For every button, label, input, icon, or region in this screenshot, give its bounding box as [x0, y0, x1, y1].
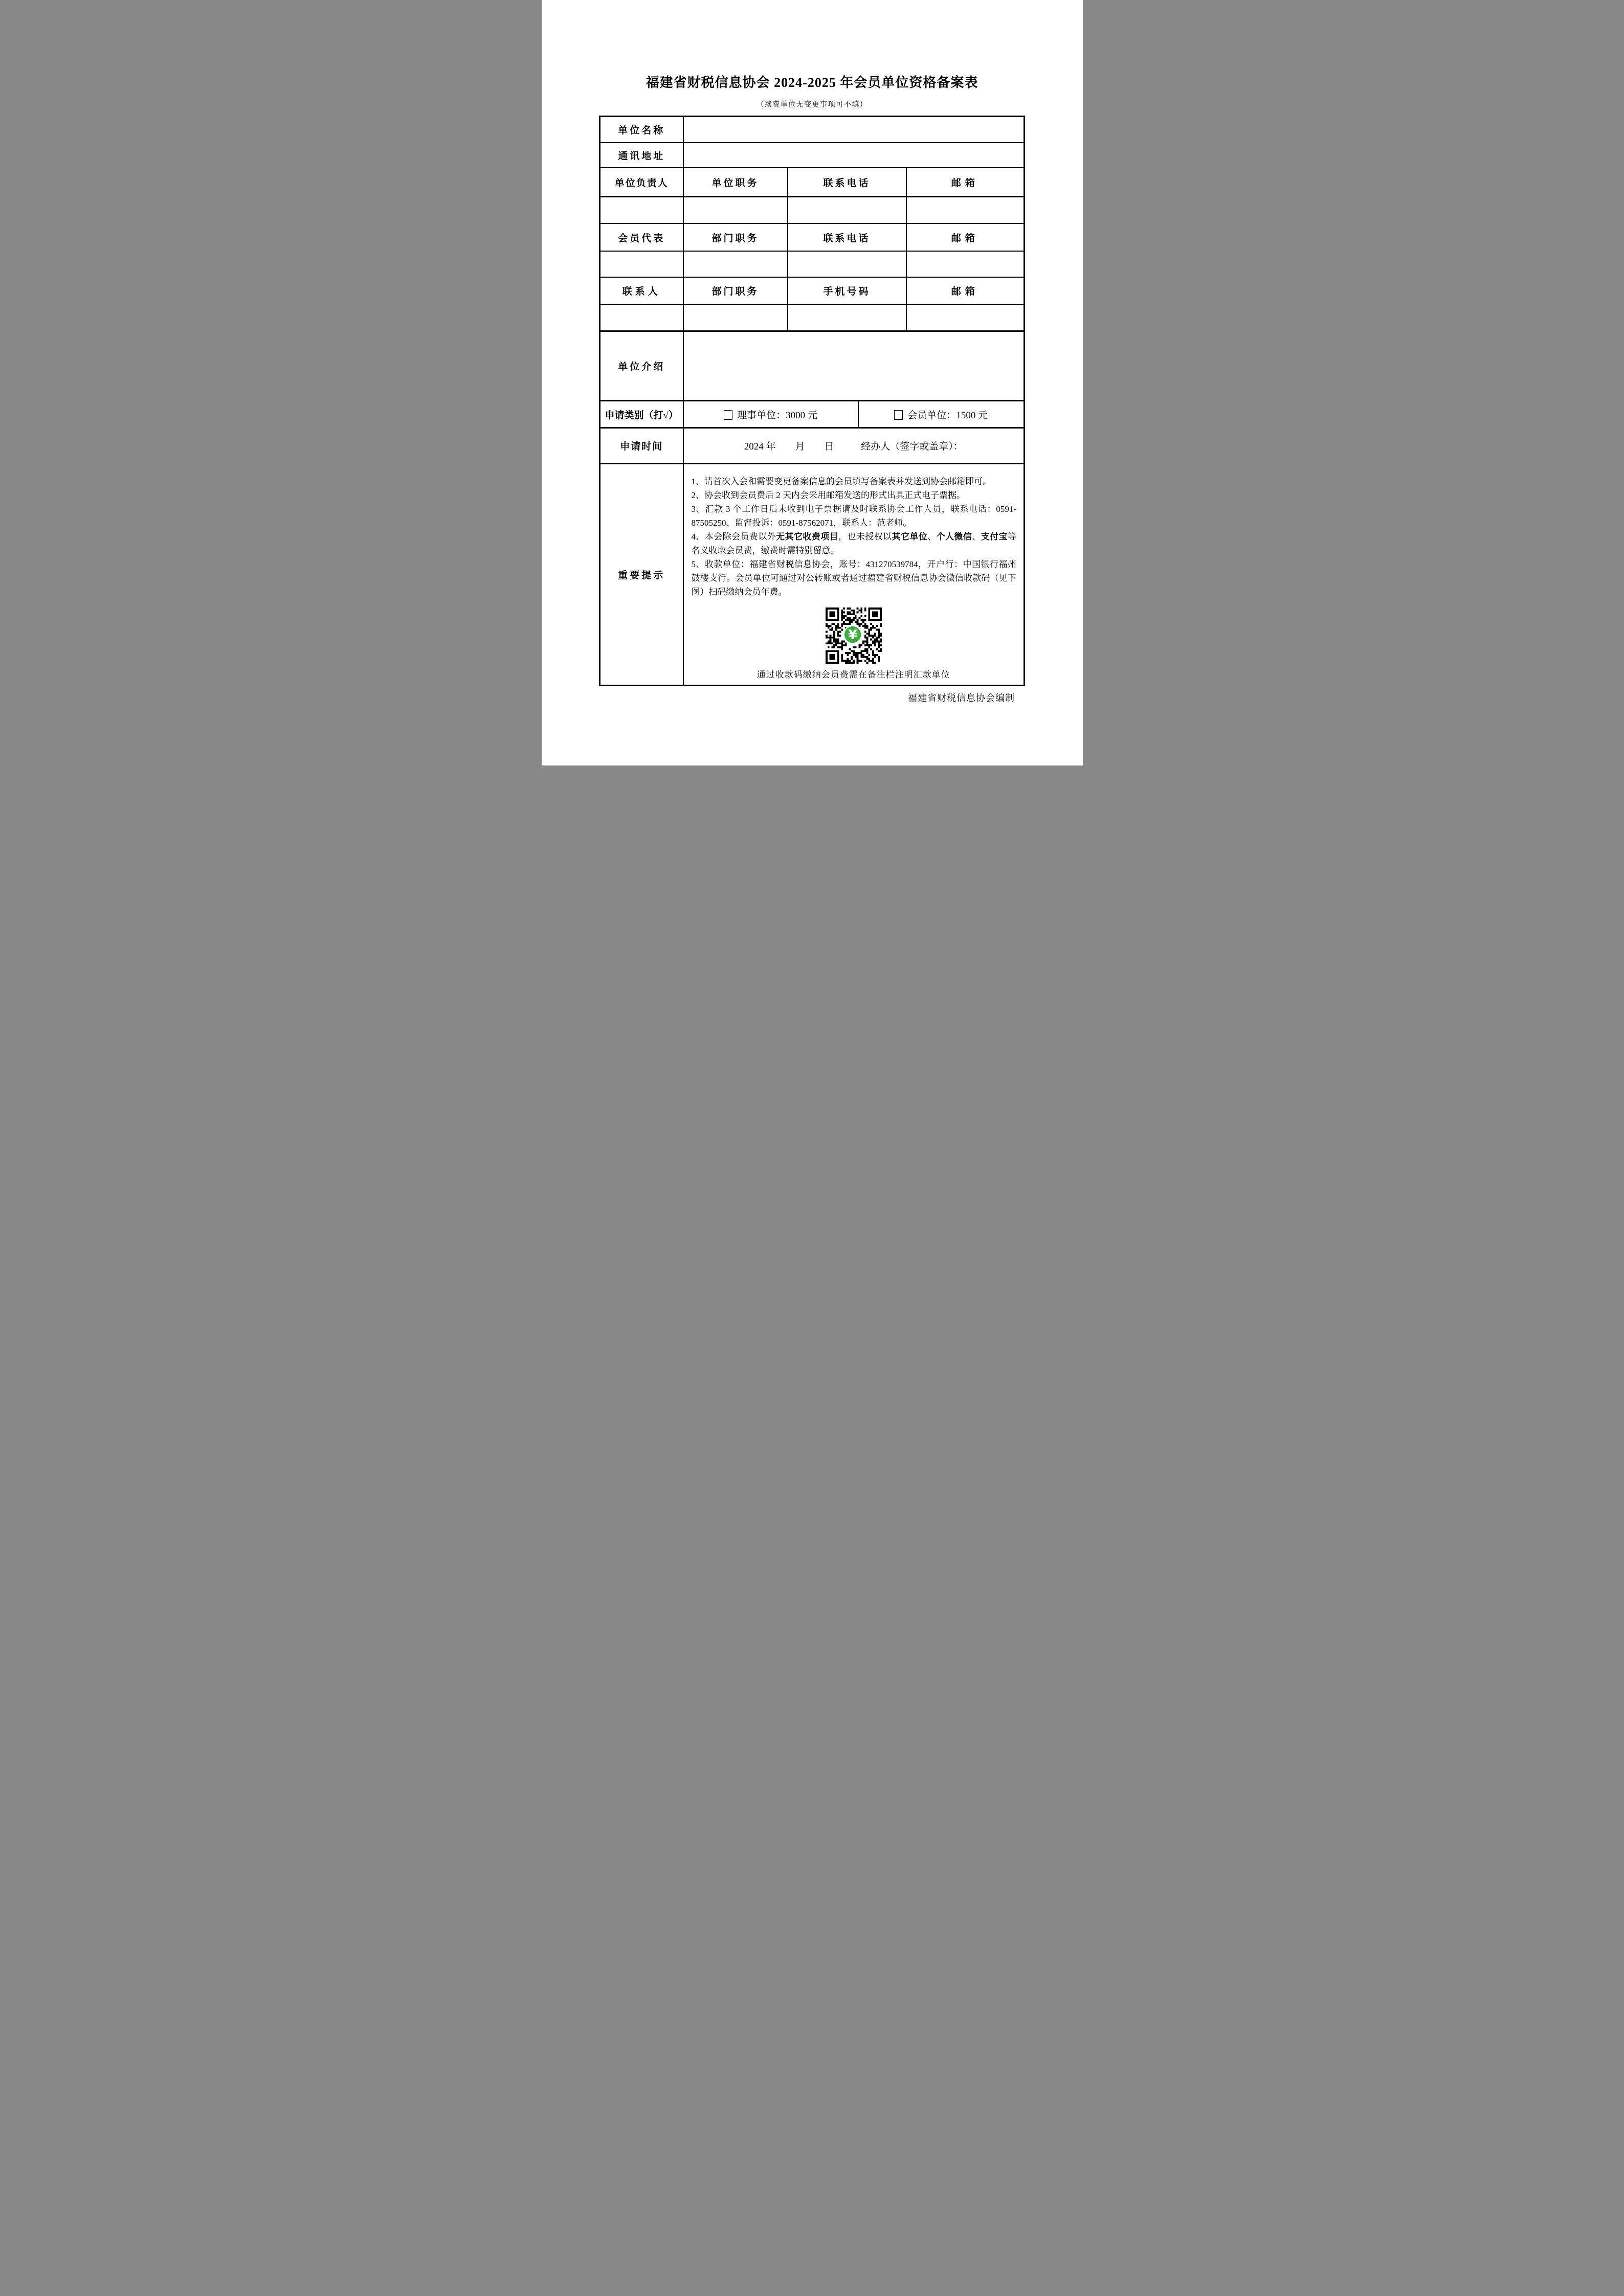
responsible-phone-input-cell[interactable] — [788, 197, 906, 224]
representative-phone-label: 联系电话 — [788, 223, 906, 251]
address-input-cell[interactable] — [683, 143, 1025, 168]
contact-email-input-cell[interactable] — [906, 304, 1025, 331]
table-row — [600, 464, 1025, 686]
table-row — [600, 197, 1025, 224]
representative-title-label: 部门职务 — [683, 223, 788, 251]
apply-time-input-cell[interactable] — [683, 428, 1025, 464]
table-row — [600, 117, 1025, 143]
responsible-email-label: 邮箱 — [906, 168, 1025, 197]
form-document-page — [542, 0, 1083, 766]
responsible-phone-label: 联系电话 — [788, 168, 906, 197]
member-unit-option-label: 会员单位：1500 元 — [907, 410, 988, 421]
qr-caption: 通过收款码缴纳会员费需在备注栏注明汇款单位 — [757, 670, 950, 680]
page-title: 福建省财税信息协会 2024-2025 年会员单位资格备案表 — [646, 75, 978, 90]
contact-label: 联系人 — [600, 277, 683, 304]
table-row — [600, 223, 1025, 251]
responsible-person-label: 单位负责人 — [600, 168, 683, 197]
responsible-title-input-cell[interactable] — [683, 197, 788, 224]
contact-mobile-input-cell[interactable] — [788, 304, 906, 331]
table-row — [600, 304, 1025, 331]
registration-table — [599, 116, 1025, 686]
council-unit-option-label: 理事单位：3000 元 — [737, 410, 817, 421]
wechat-payment-qr-code — [684, 607, 1024, 664]
representative-name-input-cell[interactable] — [600, 251, 683, 277]
contact-email-label: 邮箱 — [906, 277, 1025, 304]
representative-phone-input-cell[interactable] — [788, 251, 906, 277]
notice-item: 5、收款单位：福建省财税信息协会，账号：431270539784，开户行：中国银行福州鼓楼支行。会员单位可通过对公转账或者通过福建省财税信息协会微信收款码（见下图）扫码缴纳会员年费。 — [691, 559, 1016, 597]
representative-label: 会员代表 — [600, 223, 683, 251]
contact-title-label: 部门职务 — [683, 277, 788, 304]
table-row — [600, 168, 1025, 197]
address-label: 通讯地址 — [600, 143, 683, 168]
notice-item: 1、请首次入会和需要变更备案信息的会员填写备案表并发送到协会邮箱即可。 — [691, 477, 991, 487]
unit-name-input-cell[interactable] — [683, 117, 1025, 143]
page-subtitle: （续费单位无变更事项可不填） — [757, 101, 867, 109]
representative-email-input-cell[interactable] — [906, 251, 1025, 277]
apply-time-value: 2024 年 月 日 — [744, 441, 834, 453]
intro-label: 单位介绍 — [600, 331, 683, 401]
table-row — [600, 251, 1025, 277]
notice-body-cell — [683, 464, 1025, 686]
member-unit-checkbox[interactable] — [894, 410, 903, 420]
contact-title-input-cell[interactable] — [683, 304, 788, 331]
category-option-council-cell — [683, 401, 858, 428]
notice-paragraphs — [684, 468, 1024, 599]
notice-item: 4、本会除会员费以外无其它收费项目，也未授权以其它单位、个人微信、支付宝等名义收取会员费，缴费时需特别留意。 — [691, 532, 1017, 556]
representative-title-input-cell[interactable] — [683, 251, 788, 277]
notice-item: 3、汇款 3 个工作日后未收到电子票据请及时联系协会工作人员，联系电话：0591-87505250、监督投诉：0591-87562071，联系人：范老师。 — [691, 504, 1016, 528]
responsible-title-label: 单位职务 — [683, 168, 788, 197]
category-label: 申请类别（打√） — [600, 401, 683, 428]
responsible-name-input-cell[interactable] — [600, 197, 683, 224]
apply-time-label: 申请时间 — [600, 428, 683, 464]
notice-item: 2、协会收到会员费后 2 天内会采用邮箱发送的形式出具正式电子票据。 — [691, 490, 965, 501]
intro-input-cell[interactable] — [683, 331, 1025, 401]
table-row — [600, 428, 1025, 464]
contact-mobile-label: 手机号码 — [788, 277, 906, 304]
representative-email-label: 邮箱 — [906, 223, 1025, 251]
table-row — [600, 277, 1025, 304]
category-option-member-cell — [858, 401, 1025, 428]
document-footer: 福建省财税信息协会编制 — [908, 693, 1015, 704]
table-row — [600, 331, 1025, 401]
table-row — [600, 143, 1025, 168]
responsible-email-input-cell[interactable] — [906, 197, 1025, 224]
operator-sign-label: 经办人（签字或盖章）： — [861, 441, 963, 453]
contact-name-input-cell[interactable] — [600, 304, 683, 331]
svg-text:¥: ¥ — [848, 627, 857, 643]
unit-name-label: 单位名称 — [600, 117, 683, 143]
table-row — [600, 401, 1025, 428]
council-unit-checkbox[interactable] — [724, 410, 732, 420]
notice-label: 重要提示 — [600, 464, 683, 686]
